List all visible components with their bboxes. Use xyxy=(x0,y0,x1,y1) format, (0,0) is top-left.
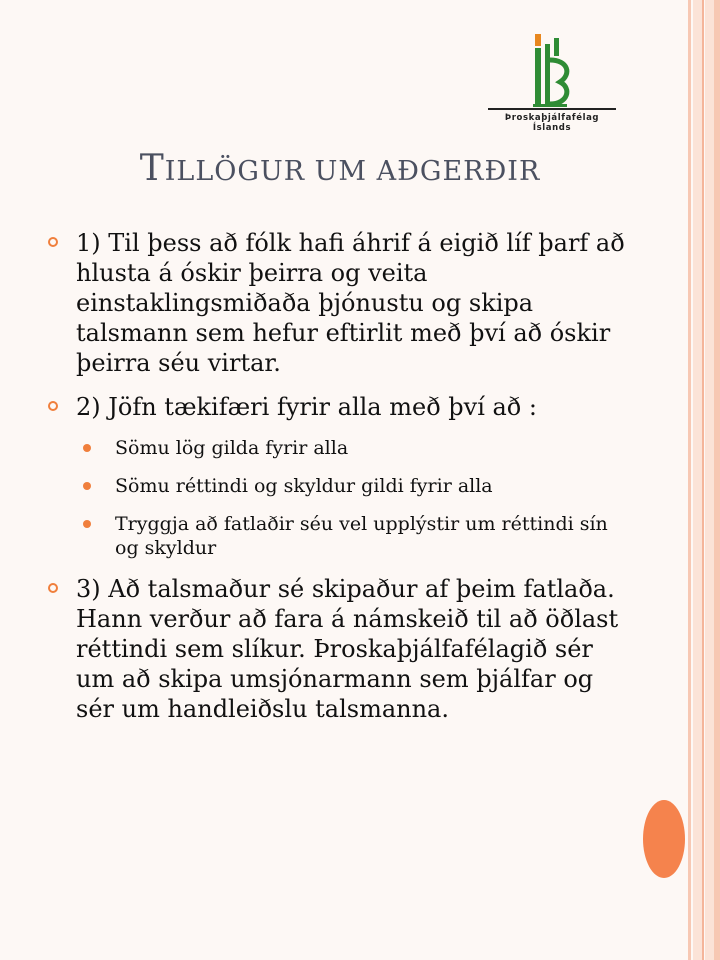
side-stripe xyxy=(705,0,714,960)
title-text: ILLÖGUR UM AÐGERÐIR xyxy=(164,156,541,187)
bullet-icon xyxy=(48,583,58,593)
sub-list-item-text: Tryggja að fatlaðir séu vel upplýstir um réttindi sín og skyldur xyxy=(115,513,608,559)
side-stripe xyxy=(688,0,691,960)
bullet-dot-icon xyxy=(83,444,91,452)
list-item-text: 3) Að talsmaður sé skipaður af þeim fatlaða. Hann verður að fara á námskeið til að öðlast réttindi sem slíkur. Þroskaþjálfafélagið sér um að skipa umsjónarmann sem þjálfar og sér um handleiðslu talsmanna. xyxy=(76,575,619,723)
bullet-list xyxy=(48,228,628,738)
slide-title xyxy=(60,148,620,189)
sub-list-item xyxy=(83,474,628,498)
sub-list-item-text: Sömu lög gilda fyrir alla xyxy=(115,437,349,459)
list-item xyxy=(48,392,628,422)
logo-text-line2: Íslands xyxy=(532,123,572,133)
logo-text xyxy=(488,113,616,133)
bullet-icon xyxy=(48,401,58,411)
title-initial: T xyxy=(139,148,165,189)
sub-list-item xyxy=(83,512,628,560)
list-item xyxy=(48,574,628,724)
side-stripe xyxy=(702,0,704,960)
bullet-dot-icon xyxy=(83,520,91,528)
list-item-text: 2) Jöfn tækifæri fyrir alla með því að : xyxy=(76,393,537,421)
side-stripe xyxy=(714,0,720,960)
bullet-icon xyxy=(48,237,58,247)
sub-list-item-text: Sömu réttindi og skyldur gildi fyrir alla xyxy=(115,475,493,497)
sub-list-item xyxy=(83,436,628,460)
bullet-dot-icon xyxy=(83,482,91,490)
logo-text-line1: Þroskaþjálfafélag xyxy=(504,113,600,123)
list-item-text: 1) Til þess að fólk hafi áhrif á eigið líf þarf að hlusta á óskir þeirra og veita einstaklingsmiðaða þjónustu og skipa talsmann sem hefur eftirlit með því að óskir þeirra séu virtar. xyxy=(76,229,625,377)
decorative-oval xyxy=(643,800,685,878)
side-stripe xyxy=(693,0,702,960)
list-item xyxy=(48,228,628,378)
